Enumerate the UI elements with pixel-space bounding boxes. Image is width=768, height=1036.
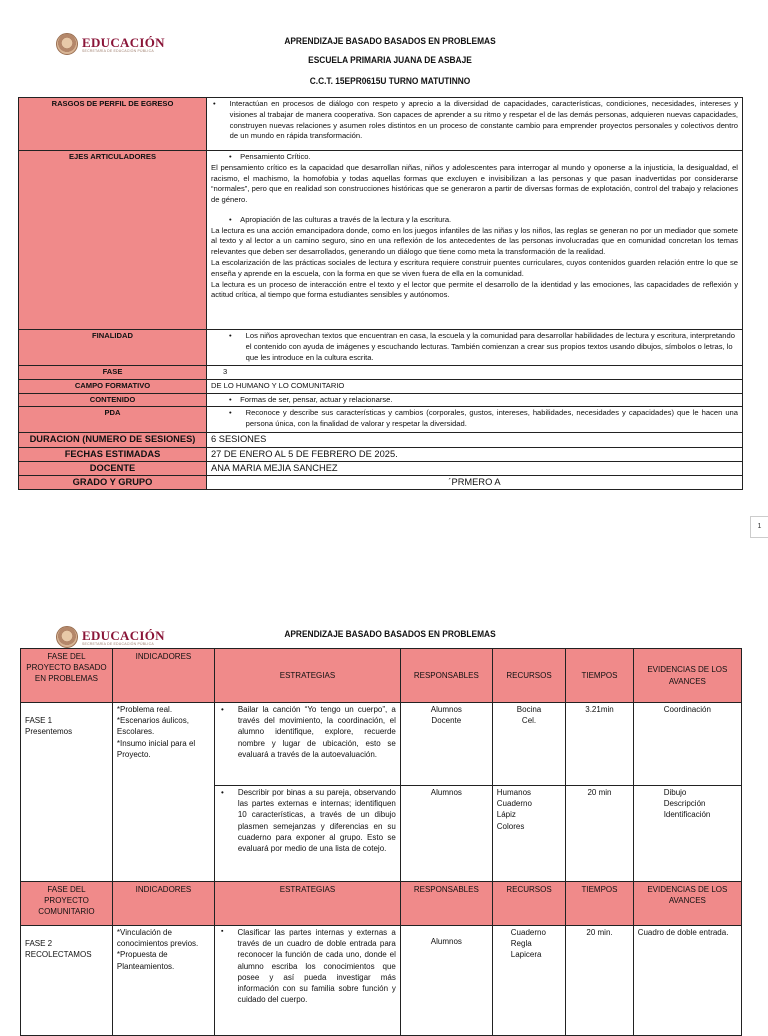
grado-label: GRADO Y GRUPO bbox=[19, 475, 207, 489]
fase1-evidencias-2: Dibujo Descripción Identificación bbox=[633, 786, 741, 882]
ejes-paragraph-4: La lectura es un proceso de interacción entre el texto y el lector que permite el desarrollo de la identidad y las emociones, las capacidades de reflexión y actitud crítica, al tiempo que forma estudiantes sensibles y autónomos. bbox=[211, 279, 738, 300]
col-tiempos2-header: TIEMPOS bbox=[566, 882, 633, 926]
col-evidencias-header: EVIDENCIAS DE LOS AVANCES bbox=[633, 649, 741, 703]
col-evidencias2-header: EVIDENCIAS DE LOS AVANCES bbox=[633, 882, 741, 926]
fase2-recursos: Cuaderno Regla Lapicera bbox=[492, 926, 566, 1036]
col-estrategias-header: ESTRATEGIAS bbox=[215, 649, 401, 703]
logo-subtitle: SECRETARÍA DE EDUCACIÓN PÚBLICA bbox=[82, 48, 154, 53]
col-fase2-header: FASE DEL PROYECTO COMUNITARIO bbox=[21, 882, 113, 926]
logo-subtitle: SECRETARÍA DE EDUCACIÓN PÚBLICA bbox=[82, 641, 154, 646]
col-recursos2-header: RECURSOS bbox=[492, 882, 566, 926]
pda-label: PDA bbox=[19, 407, 207, 433]
fase2-indicadores: *Vinculación de conocimientos previos. *Propuesta de Planteamientos. bbox=[112, 926, 214, 1036]
logo-text: EDUCACIÓN bbox=[82, 627, 165, 643]
bullet-icon: • bbox=[229, 394, 232, 404]
bullet-icon: • bbox=[229, 152, 232, 161]
col-tiempos-header: TIEMPOS bbox=[566, 649, 633, 703]
fase1-responsables-1: Alumnos Docente bbox=[400, 703, 492, 786]
fase2-evidencias: Cuadro de doble entrada. bbox=[633, 926, 741, 1036]
contenido-cell bbox=[207, 393, 743, 407]
fase1-responsables-2: Alumnos bbox=[400, 786, 492, 882]
fase-label: FASE bbox=[19, 366, 207, 380]
fase1-indicadores: *Problema real. *Escenarios áulicos, Escolares. *Insumo inicial para el Proyecto. bbox=[112, 703, 214, 882]
square-bullet-icon: ▪ bbox=[221, 928, 224, 935]
rasgos-text: Interactúan en procesos de diálogo con respeto y aprecio a la diversidad de capacidades, características, condiciones, necesidades, intereses y visiones al trabajar de manera cooperativa. Son capaces de aprender a su ritmo y respetar el de las demás personas, adquieren nuevas capacidades, construyen nuevas relaciones y asumen roles distintos en un proceso de constante cambio para emprender proyectos personales y colectivos dentro de un mundo en rápida transformación. bbox=[229, 99, 738, 141]
ejes-bullet-1: Pensamiento Crítico. bbox=[240, 152, 311, 161]
sep-logo bbox=[56, 33, 165, 55]
duracion-label: DURACION (NUMERO DE SESIONES) bbox=[19, 433, 207, 447]
ejes-cell bbox=[207, 151, 743, 330]
finalidad-label: FINALIDAD bbox=[19, 330, 207, 366]
fase2-tiempo: 20 min. bbox=[566, 926, 633, 1036]
campo-label: CAMPO FORMATIVO bbox=[19, 379, 207, 393]
ejes-paragraph-2: La lectura es una acción emancipadora donde, como en los juegos infantiles de las niñas y los niños, las reglas se generan no por un mediador que somete al texto y al lector a un camino seguro, sino en una reflexión de los antecedentes de las personas involucradas que en comunidad concretan los temas relevantes que deben ser desarrollados, generando un diálogo que tiene como meta la transformación de la realidad. bbox=[211, 225, 738, 257]
fase1-recursos-2: Humanos Cuaderno Lápiz Colores bbox=[492, 786, 566, 882]
bullet-icon: • bbox=[229, 331, 232, 340]
contenido-label: CONTENIDO bbox=[19, 393, 207, 407]
rasgos-cell bbox=[207, 98, 743, 151]
docente-label: DOCENTE bbox=[19, 461, 207, 475]
bullet-icon: • bbox=[213, 99, 216, 108]
page-number: 1 bbox=[750, 516, 768, 538]
fase1-estrategia-2: Describir por binas a su pareja, observando las partes externas e internas; identifiquen 10 características, a través de un dibujo plasmen semejanzas y diferencias en su cuaderno para exponer al grupo. Esto se evaluará por medio de una lista de cotejo. bbox=[237, 788, 396, 853]
contenido-value: Formas de ser, pensar, actuar y relacionarse. bbox=[240, 394, 393, 404]
sep-logo bbox=[56, 626, 165, 648]
finalidad-cell bbox=[207, 330, 743, 366]
col-estrategias2-header: ESTRATEGIAS bbox=[215, 882, 401, 926]
fase1-evidencias-1: Coordinación bbox=[633, 703, 741, 786]
seal-icon bbox=[56, 626, 78, 648]
fechas-value: 27 DE ENERO AL 5 DE FEBRERO DE 2025. bbox=[207, 447, 743, 461]
strategy-table bbox=[20, 648, 742, 1036]
col-responsables2-header: RESPONSABLES bbox=[400, 882, 492, 926]
fase1-recursos-1: Bocina Cel. bbox=[492, 703, 566, 786]
fase-cell bbox=[207, 366, 743, 380]
ejes-bullet-2: Apropiación de las culturas a través de la lectura y la escritura. bbox=[240, 214, 452, 224]
campo-value: DE LO HUMANO Y LO COMUNITARIO bbox=[207, 379, 743, 393]
pda-value: Reconoce y describe sus características y cambios (corporales, gustos, intereses, habilidades, necesidades y capacidades) que le hacen una persona única, con la finalidad de valorar y respetar la diversidad. bbox=[245, 408, 738, 429]
bullet-icon: • bbox=[221, 788, 224, 797]
plan-table bbox=[18, 97, 743, 490]
col-responsables-header: RESPONSABLES bbox=[400, 649, 492, 703]
ejes-paragraph-1: El pensamiento crítico es la capacidad que desarrollan niñas, niños y adolescentes para interrogar al mundo y oponerse a la injusticia, la desigualdad, el racismo, el machismo, la homofobia y todas aquellas formas que excluyen e invisibilizan a las personas y que pasan inadvertidas por considerarse “normales”, pero que en realidad son construcciones históricas que se generaron a partir de diversas formas de explotación, control del trabajo y relaciones de género. bbox=[211, 162, 738, 205]
fase2-estrategia-cell bbox=[215, 926, 401, 1036]
col-indicadores-header: INDICADORES bbox=[112, 649, 214, 703]
fase1-label: FASE 1 Presentemos bbox=[21, 703, 113, 882]
bullet-icon: • bbox=[221, 705, 224, 714]
cct-line: C.C.T. 15EPR0615U TURNO MATUTINNO bbox=[309, 76, 471, 87]
logo-text: EDUCACIÓN bbox=[82, 34, 165, 50]
document-title: APRENDIZAJE BASADO BASADOS EN PROBLEMAS bbox=[284, 36, 496, 47]
pda-cell bbox=[207, 407, 743, 433]
bullet-icon: • bbox=[229, 408, 232, 418]
ejes-label: EJES ARTICULADORES bbox=[19, 151, 207, 330]
fase2-estrategia: Clasificar las partes internas y externas a través de un cuadro de doble entrada para reconocer la función de cada uno, donde el alumno escriba los conocimientos que posee y así pueda investigar más información con su familia sobre función y cuidado del cuerpo. bbox=[237, 928, 396, 1005]
rasgos-label: RASGOS DE PERFIL DE EGRESO bbox=[19, 98, 207, 151]
fase1-tiempo-2: 20 min bbox=[566, 786, 633, 882]
fase2-label: FASE 2 RECOLECTAMOS bbox=[21, 926, 113, 1036]
fase1-estrategia-2-cell bbox=[215, 786, 401, 882]
col-fase-header: FASE DEL PROYECTO BASADO EN PROBLEMAS bbox=[21, 649, 113, 703]
finalidad-text: Los niños aprovechan textos que encuentran en casa, la escuela y la comunidad para desarrollar habilidades de lectura y escritura, interpretando el contenido con ayuda de imágenes y escuchando lecturas. También comienzan a crear sus propios textos usando dibujos, símbolos o letras, lo que les introduce en la cultura escrita. bbox=[245, 331, 735, 362]
ejes-paragraph-3: La escolarización de las prácticas sociales de lectura y escritura requiere construir puentes curriculares, cuyos contenidos guarden relación entre lo que se enseña y aprende en la escuela, con la forma en que se viven fuera de ella en la comunidad. bbox=[211, 258, 738, 278]
fase1-estrategia-1: Bailar la canción “Yo tengo un cuerpo”, a través del movimiento, la coordinación, el alumno identifique, explore, recuerde nombre y lugar de ubicación, esto se evaluará a través de la autoevaluación. bbox=[237, 705, 396, 759]
docente-value: ANA MARIA MEJIA SANCHEZ bbox=[207, 461, 743, 475]
fase2-responsables: Alumnos bbox=[400, 926, 492, 1036]
col-indicadores2-header: INDICADORES bbox=[112, 882, 214, 926]
duracion-value: 6 SESIONES bbox=[207, 433, 743, 447]
fase1-estrategia-1-cell bbox=[215, 703, 401, 786]
page-1 bbox=[0, 0, 768, 500]
col-recursos-header: RECURSOS bbox=[492, 649, 566, 703]
bullet-icon: • bbox=[229, 214, 232, 224]
grado-value: ´PRMERO A bbox=[207, 475, 743, 489]
page-2 bbox=[0, 600, 768, 1024]
page2-title: APRENDIZAJE BASADO BASADOS EN PROBLEMAS bbox=[284, 629, 496, 640]
school-name: ESCUELA PRIMARIA JUANA DE ASBAJE bbox=[308, 55, 472, 66]
page-gap bbox=[0, 500, 768, 600]
fase1-tiempo-1: 3.21min bbox=[566, 703, 633, 786]
seal-icon bbox=[56, 33, 78, 55]
fechas-label: FECHAS ESTIMADAS bbox=[19, 447, 207, 461]
fase-value: 3 bbox=[223, 367, 228, 376]
